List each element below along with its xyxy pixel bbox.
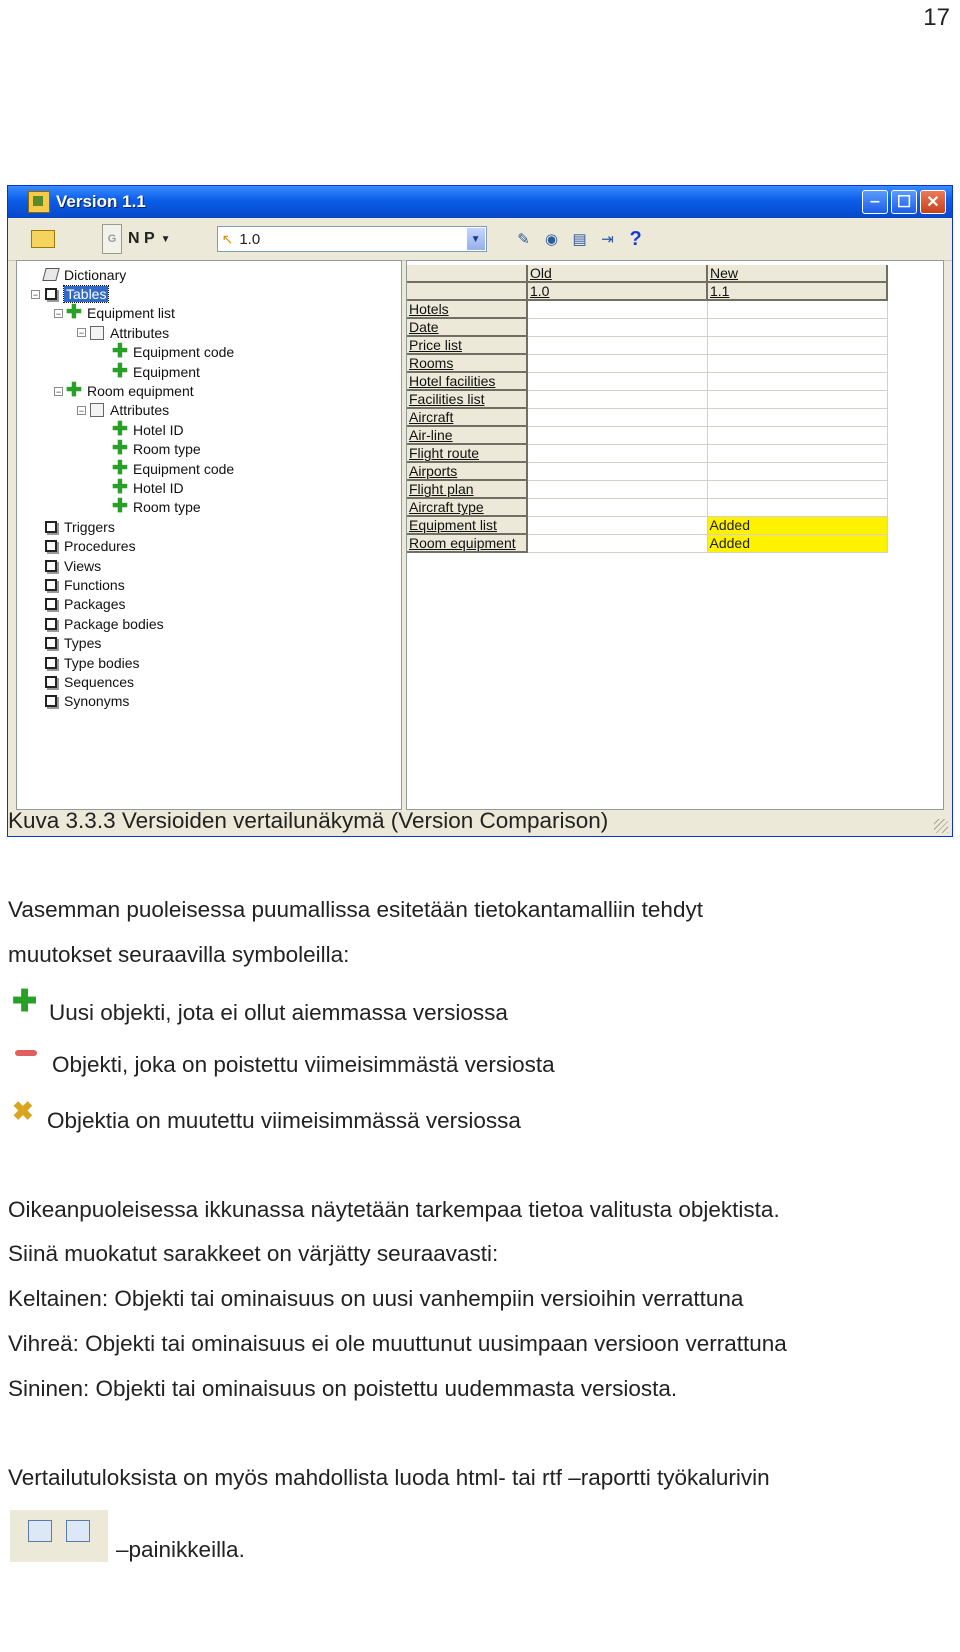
title-bar[interactable] [8, 186, 952, 218]
tree-node-label: Sequences [64, 673, 135, 690]
row-header[interactable]: Room equipment [407, 534, 527, 552]
comparison-grid [407, 265, 888, 553]
paragraph-2-line-1: Oikeanpuoleisessa ikkunassa näytetään tarkempaa tietoa valitusta objektista. [8, 1197, 780, 1222]
old-value-cell[interactable] [527, 372, 707, 390]
row-header[interactable]: Flight route [407, 444, 527, 462]
column-header[interactable]: New [707, 265, 887, 282]
tree-node-label: Room type [133, 499, 201, 516]
tree-node[interactable] [17, 633, 401, 652]
table-row [407, 480, 887, 498]
column-version[interactable]: 1.0 [527, 282, 707, 300]
grid-header-row [407, 265, 887, 282]
object-icon [44, 675, 58, 689]
tree-node-label: Equipment code [133, 460, 235, 477]
table-row [407, 408, 887, 426]
report-buttons-image [10, 1510, 108, 1562]
version-select[interactable] [217, 226, 487, 252]
grid-corner [407, 282, 527, 300]
row-header[interactable]: Hotels [407, 300, 527, 318]
tree-node[interactable] [17, 692, 401, 711]
added-plus-icon [112, 360, 128, 382]
tree-node[interactable] [17, 517, 401, 536]
toolbar [8, 218, 952, 261]
maximize-icon: ☐ [896, 194, 912, 211]
dropdown-arrow-icon[interactable]: ▼ [467, 228, 485, 250]
object-icon [44, 559, 58, 573]
new-value-cell[interactable] [707, 444, 887, 462]
added-plus-icon [112, 476, 128, 498]
symbol-added-text: Uusi objekti, jota ei ollut aiemmassa versiossa [49, 1000, 508, 1025]
added-plus-icon-shape: ✚ [112, 418, 128, 440]
tree-node-label: Equipment [133, 363, 200, 380]
tree-node-label: Equipment code [133, 344, 235, 361]
tree-node[interactable] [17, 401, 401, 420]
table-row [407, 300, 887, 318]
table-row [407, 462, 887, 480]
object-icon-shape [45, 695, 57, 707]
resize-grip-icon[interactable] [934, 819, 948, 833]
object-icon [44, 694, 58, 708]
old-value-cell[interactable] [527, 480, 707, 498]
row-header[interactable]: Air-line [407, 426, 527, 444]
client-area [16, 260, 944, 810]
column-version[interactable]: 1.1 [707, 282, 887, 300]
page-number: 17 [923, 4, 950, 31]
color-green-text: Vihreä: Objekti tai ominaisuus ei ole muuttunut uusimpaan versioon verrattuna [8, 1331, 787, 1356]
tree-node-label: Triggers [64, 518, 115, 535]
collapse-toggle[interactable]: − [55, 308, 62, 319]
tree-node[interactable] [17, 498, 401, 517]
figure-caption: Kuva 3.3.3 Versioiden vertailunäkymä (Version Comparison) [8, 808, 609, 833]
table-row [407, 426, 887, 444]
old-value-cell[interactable] [527, 336, 707, 354]
tree-node-label: Equipment list [87, 305, 175, 322]
table-row [407, 354, 887, 372]
chevron-down-icon[interactable]: ▼ [160, 233, 171, 245]
exit-icon: ⇥ [601, 231, 614, 248]
new-value-cell[interactable] [707, 498, 887, 516]
folder-icon-shape [90, 326, 104, 340]
added-plus-icon [66, 302, 82, 324]
row-header[interactable]: Flight plan [407, 480, 527, 498]
tree-node-label: Hotel ID [133, 421, 184, 438]
tree-node-label: Procedures [64, 538, 136, 555]
table-row [407, 390, 887, 408]
nav-letters[interactable]: N P [128, 230, 155, 247]
added-plus-icon [112, 341, 128, 363]
tree-node[interactable] [17, 653, 401, 672]
exit-button[interactable] [597, 228, 619, 250]
tree-node-label: Dictionary [64, 266, 127, 283]
tree-node[interactable] [17, 362, 401, 381]
version-nav-button[interactable]: G [102, 224, 122, 254]
tree-node[interactable] [17, 284, 401, 303]
edit-button[interactable] [513, 228, 535, 250]
table-row [407, 516, 887, 534]
old-value-cell[interactable] [527, 534, 707, 552]
dictionary-icon [44, 268, 58, 282]
object-icon [44, 617, 58, 631]
html-report-icon [28, 1520, 52, 1542]
table-row [407, 336, 887, 354]
tree-node[interactable] [17, 556, 401, 575]
old-value-cell[interactable] [527, 318, 707, 336]
grid-corner [407, 265, 527, 282]
old-value-cell[interactable] [527, 408, 707, 426]
table-row [407, 444, 887, 462]
object-icon [44, 539, 58, 553]
schema-tree [17, 261, 401, 711]
maximize-button[interactable] [891, 190, 917, 214]
tree-pane[interactable] [16, 260, 402, 810]
table-icon-shape [45, 288, 57, 300]
object-icon [44, 656, 58, 670]
collapse-toggle[interactable]: − [55, 386, 62, 397]
object-icon-shape [45, 560, 57, 572]
row-header[interactable]: Facilities list [407, 390, 527, 408]
object-icon [44, 636, 58, 650]
table-row [407, 318, 887, 336]
globe-report-icon: ◉ [545, 231, 559, 248]
color-blue-text: Sininen: Objekti tai ominaisuus on poistettu uudemmasta versiosta. [8, 1376, 678, 1401]
row-header[interactable]: Date [407, 318, 527, 336]
collapse-toggle[interactable]: − [32, 289, 39, 300]
tree-node[interactable] [17, 575, 401, 594]
tree-node[interactable] [17, 381, 401, 400]
paragraph-1-line-1: Vasemman puoleisessa puumallissa esitetään tietokantamalliin tehdyt [8, 897, 703, 922]
row-header[interactable]: Price list [407, 336, 527, 354]
minimize-button[interactable] [862, 190, 888, 214]
folder-icon [90, 326, 104, 340]
table-icon [44, 287, 58, 301]
tree-node[interactable] [17, 420, 401, 439]
tree-node[interactable] [17, 595, 401, 614]
tree-node[interactable] [17, 440, 401, 459]
old-value-cell[interactable] [527, 462, 707, 480]
object-icon-shape [45, 598, 57, 610]
added-plus-icon-shape: ✚ [112, 496, 128, 518]
new-value-cell[interactable] [707, 408, 887, 426]
version-navigator [102, 224, 171, 254]
new-value-cell[interactable] [707, 480, 887, 498]
added-plus-icon [112, 418, 128, 440]
color-yellow-text: Keltainen: Objekti tai ominaisuus on uusi vanhempiin versioihin verrattuna [8, 1286, 744, 1311]
row-header[interactable]: Aircraft type [407, 498, 527, 516]
new-value-cell[interactable]: Added [707, 516, 887, 534]
table-row [407, 498, 887, 516]
old-value-cell[interactable] [527, 498, 707, 516]
row-header[interactable]: Airports [407, 462, 527, 480]
tree-node-label: Functions [64, 576, 125, 593]
rtf-report-icon [66, 1520, 90, 1542]
old-value-cell[interactable] [527, 426, 707, 444]
tree-node-label: Attributes [110, 324, 170, 341]
help-button[interactable] [625, 228, 647, 250]
old-value-cell[interactable] [527, 444, 707, 462]
row-header[interactable]: Aircraft [407, 408, 527, 426]
tree-node-label: Packages [64, 596, 126, 613]
paragraph-3-line-2: –painikkeilla. [116, 1537, 245, 1562]
comparison-grid-pane[interactable] [406, 260, 944, 810]
minimize-icon: ‒ [870, 193, 880, 210]
object-icon [44, 597, 58, 611]
tree-node-label: Attributes [110, 402, 170, 419]
window-title: Version 1.1 [56, 192, 146, 211]
added-plus-icon [112, 438, 128, 460]
tree-node[interactable] [17, 323, 401, 342]
new-value-cell[interactable] [707, 372, 887, 390]
object-icon-shape [45, 521, 57, 533]
tree-node-label: Views [64, 557, 102, 574]
new-value-cell[interactable] [707, 318, 887, 336]
added-plus-icon [112, 496, 128, 518]
html-report-button[interactable] [541, 228, 563, 250]
dictionary-icon-shape [42, 268, 59, 281]
tree-node[interactable] [17, 265, 401, 284]
tree-node[interactable] [17, 536, 401, 555]
tree-node-label: Package bodies [64, 615, 164, 632]
old-value-cell[interactable] [527, 354, 707, 372]
old-value-cell[interactable] [527, 300, 707, 318]
object-icon-shape [45, 618, 57, 630]
open-folder-button[interactable] [30, 226, 56, 252]
tree-node-label: Type bodies [64, 654, 140, 671]
tree-node[interactable] [17, 459, 401, 478]
added-plus-icon: ✚ [12, 985, 38, 1018]
object-icon-shape [45, 676, 57, 688]
old-value-cell[interactable] [527, 390, 707, 408]
tree-node-label: Tables [66, 286, 107, 303]
tree-node[interactable] [17, 343, 401, 362]
close-button[interactable] [920, 190, 946, 214]
new-value-cell[interactable] [707, 426, 887, 444]
added-plus-icon-shape: ✚ [112, 360, 128, 382]
old-value-cell[interactable] [527, 516, 707, 534]
tree-node-label: Synonyms [64, 693, 130, 710]
added-plus-icon-shape: ✚ [112, 341, 128, 363]
tree-node[interactable] [17, 478, 401, 497]
document-report-icon: ▤ [572, 231, 587, 248]
tree-node-label: Hotel ID [133, 479, 184, 496]
app-icon [28, 191, 50, 213]
removed-minus-icon [15, 1050, 37, 1056]
collapse-toggle[interactable]: − [78, 405, 85, 416]
new-value-cell[interactable] [707, 336, 887, 354]
new-value-cell[interactable] [707, 300, 887, 318]
row-header[interactable]: Rooms [407, 354, 527, 372]
added-plus-icon [112, 457, 128, 479]
grid-version-row [407, 282, 887, 300]
pointer-icon: ↖ [221, 230, 234, 247]
added-plus-icon-shape: ✚ [112, 476, 128, 498]
object-icon [44, 520, 58, 534]
close-icon: ✕ [926, 194, 940, 211]
tree-node-label: Room type [133, 441, 201, 458]
new-value-cell[interactable] [707, 354, 887, 372]
symbol-removed-text: Objekti, joka on poistettu viimeisimmästä versiosta [52, 1052, 555, 1077]
tree-node[interactable] [17, 614, 401, 633]
version-select-value: 1.0 [239, 230, 261, 248]
help-icon: ? [629, 227, 642, 250]
symbol-changed-text: Objektia on muutettu viimeisimmässä versiossa [47, 1108, 521, 1133]
new-value-cell[interactable]: Added [707, 534, 887, 552]
object-icon [44, 578, 58, 592]
tree-node[interactable] [17, 304, 401, 323]
folder-icon-shape [90, 403, 104, 417]
table-row [407, 372, 887, 390]
collapse-toggle[interactable]: − [78, 328, 85, 339]
object-icon-shape [45, 637, 57, 649]
new-value-cell[interactable] [707, 390, 887, 408]
tree-node[interactable] [17, 672, 401, 691]
row-header[interactable]: Hotel facilities [407, 372, 527, 390]
row-header[interactable]: Equipment list [407, 516, 527, 534]
table-row [407, 534, 887, 552]
paragraph-3-line-1: Vertailutuloksista on myös mahdollista luoda html- tai rtf –raportti työkalurivin [8, 1465, 770, 1490]
added-plus-icon-shape: ✚ [112, 457, 128, 479]
paragraph-1-line-2: muutokset seuraavilla symboleilla: [8, 942, 350, 967]
folder-icon [90, 403, 104, 417]
paragraph-2-line-2: Siinä muokatut sarakkeet on värjätty seuraavasti: [8, 1241, 499, 1266]
object-icon-shape [45, 579, 57, 591]
added-plus-icon-shape: ✚ [66, 302, 82, 324]
added-plus-icon [66, 380, 82, 402]
folder-open-icon [31, 230, 55, 248]
new-value-cell[interactable] [707, 462, 887, 480]
tree-node-label: Types [64, 635, 102, 652]
added-plus-icon-shape: ✚ [112, 438, 128, 460]
tree-node-label: Room equipment [87, 383, 194, 400]
added-plus-icon-shape: ✚ [66, 380, 82, 402]
object-icon-shape [45, 540, 57, 552]
column-header[interactable]: Old [527, 265, 707, 282]
version-window [7, 185, 953, 837]
changed-cross-icon: ✖ [12, 1096, 34, 1126]
rtf-report-button[interactable] [569, 228, 591, 250]
object-icon-shape [45, 657, 57, 669]
edit-icon: ✎ [517, 231, 530, 248]
